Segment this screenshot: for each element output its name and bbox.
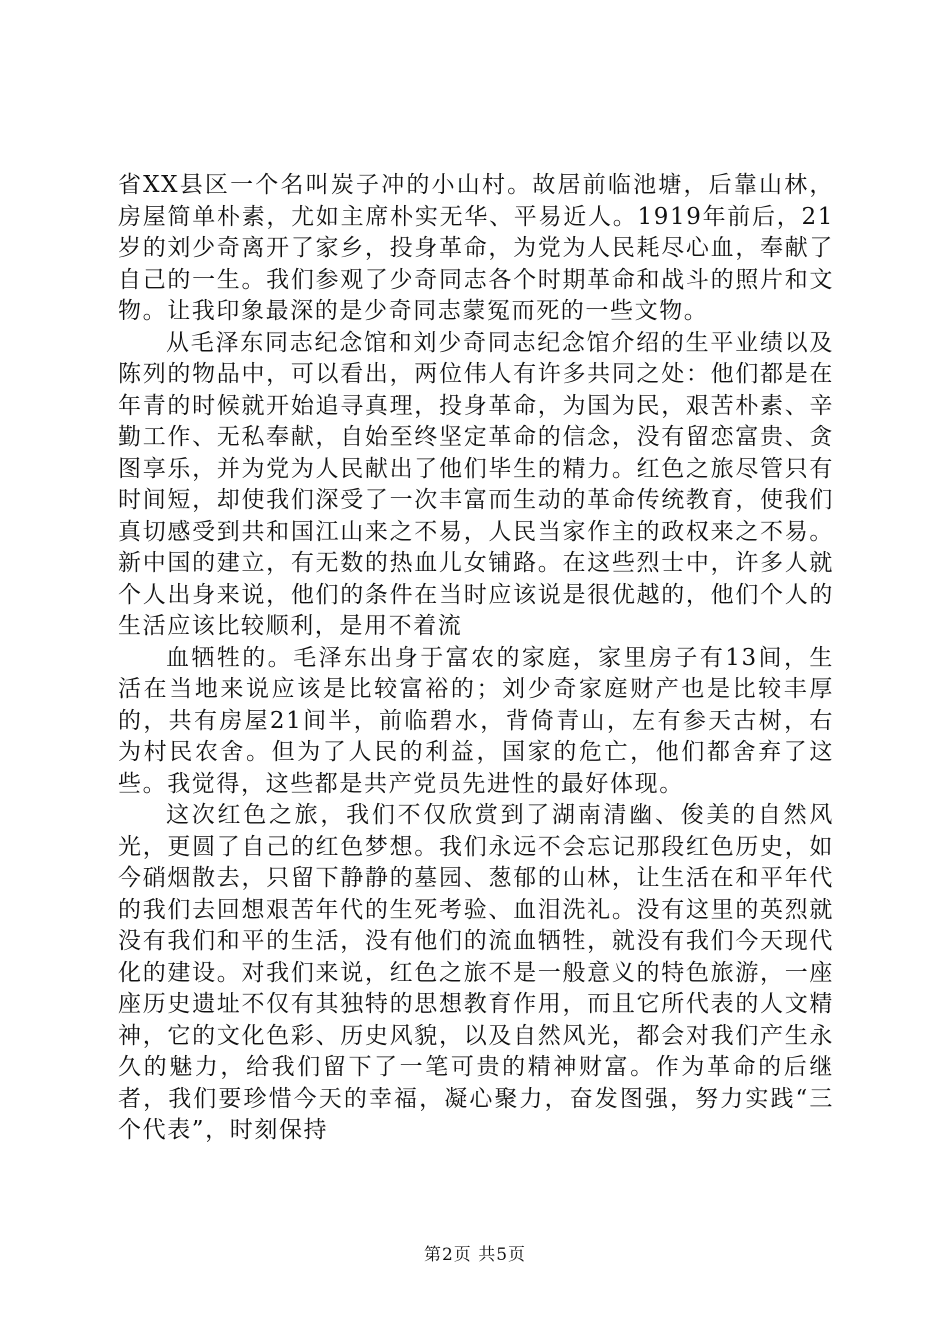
paragraph-2: 从毛泽东同志纪念馆和刘少奇同志纪念馆介绍的生平业绩以及陈列的物品中，可以看出，两位伟人有许多共同之处：他们都是在年青的时候就开始追寻真理，投身革命，为国为民，艰苦朴素、辛勤工作、无私奉献，自始至终坚定革命的信念，没有留恋富贵、贪图享乐，并为党为人民献出了他们毕生的精力。红色之旅尽管只有时间短，却使我们深受了一次丰富而生动的革命传统教育，使我们真切感受到共和国江山来之不易，人民当家作主的政权来之不易。新中国的建立，有无数的热血儿女铺路。在这些烈士中，许多人就个人出身来说，他们的条件在当时应该说是很优越的，他们个人的生活应该比较顺利，是用不着流 (118, 329, 834, 639)
paragraph-1: 省XX县区一个名叫炭子冲的小山村。故居前临池塘，后靠山林，房屋简单朴素，尤如主席朴实无华、平易近人。1919年前后，21岁的刘少奇离开了家乡，投身革命，为党为人民耗尽心血，奉献了自己的一生。我们参观了少奇同志各个时期革命和战斗的照片和文物。让我印象最深的是少奇同志蒙冤而死的一些文物。 (118, 172, 834, 324)
paragraph-3: 血牺牲的。毛泽东出身于富农的家庭，家里房子有13间，生活在当地来说应该是比较富裕的；刘少奇家庭财产也是比较丰厚的，共有房屋21间半，前临碧水，背倚青山，左有参天古树，右为村民农舍。但为了人民的利益，国家的危亡，他们都舍弃了这些。我觉得，这些都是共产党员先进性的最好体现。 (118, 644, 834, 797)
paragraph-4: 这次红色之旅，我们不仅欣赏到了湖南清幽、俊美的自然风光，更圆了自己的红色梦想。我们永远不会忘记那段红色历史，如今硝烟散去，只留下静静的墓园、葱郁的山林，让生活在和平年代的我们去回想艰苦年代的生死考验、血泪洗礼。没有这里的英烈就没有我们和平的生活，没有他们的流血牺牲，就没有我们今天现代化的建设。对我们来说，红色之旅不是一般意义的特色旅游，一座座历史遗址不仅有其独特的思想教育作用，而且它所代表的人文精神，它的文化色彩、历史风貌，以及自然风光，都会对我们产生永久的魅力，给我们留下了一笔可贵的精神财富。作为革命的后继者，我们要珍惜今天的幸福，凝心聚力，奋发图强，努力实践“三个代表”，时刻保持 (118, 802, 834, 1143)
page-number-footer: 第2页 共5页 (423, 1245, 527, 1265)
document-body (118, 170, 834, 1147)
